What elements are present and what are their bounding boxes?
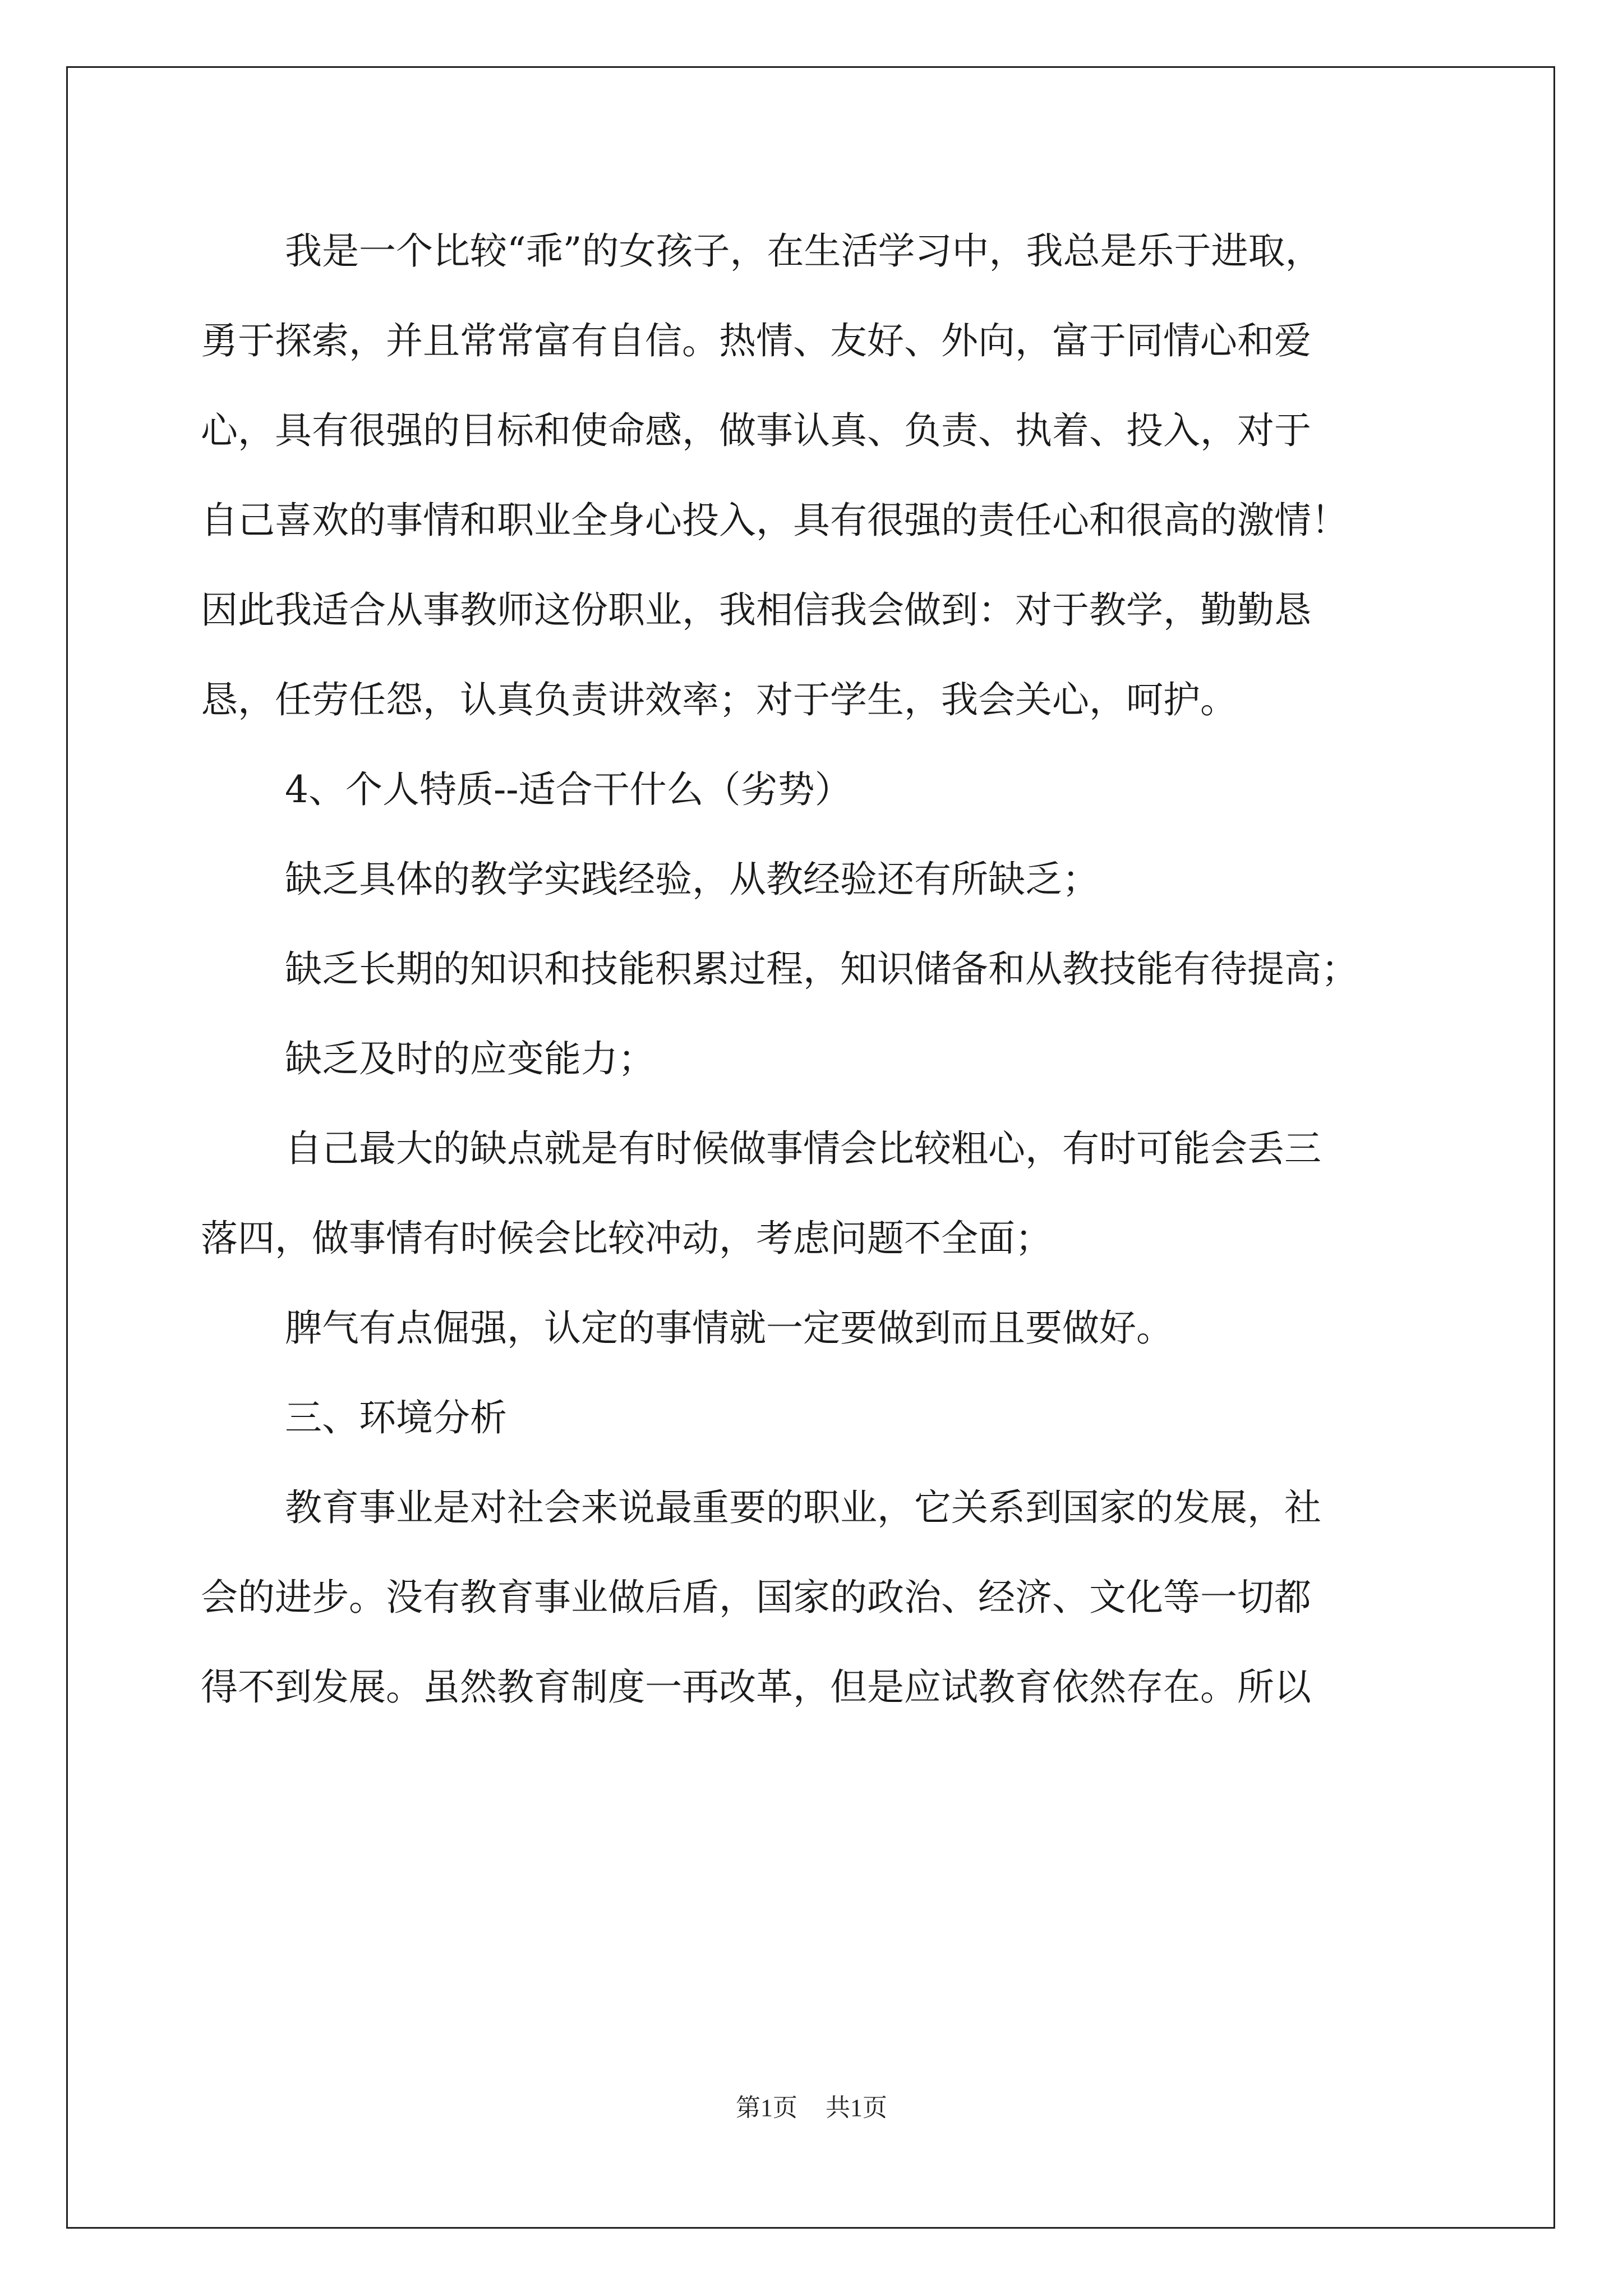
weakness-item-5: 脾气有点倔强，认定的事情就一定要做到而且要做好。 xyxy=(285,1306,1173,1350)
para-1-line-5: 因此我适合从事教师这份职业，我相信我会做到：对于教学，勤勤恳 xyxy=(201,588,1311,632)
section-heading-weakness: 4、个人特质--适合干什么（劣势） xyxy=(285,768,852,811)
weakness-item-3: 缺乏及时的应变能力； xyxy=(285,1037,655,1080)
document-body xyxy=(201,206,1435,1732)
environment-para-line-1: 教育事业是对社会来说最重要的职业，它关系到国家的发展，社 xyxy=(285,1486,1321,1529)
para-1-line-4: 自己喜欢的事情和职业全身心投入，具有很强的责任心和很高的激情！ xyxy=(201,499,1348,542)
para-1-line-6: 恳，任劳任怨，认真负责讲效率；对于学生，我会关心，呵护。 xyxy=(201,678,1237,721)
environment-para-line-2: 会的进步。没有教育事业做后盾，国家的政治、经济、文化等一切都 xyxy=(201,1576,1311,1619)
para-1-line-2: 勇于探索，并且常常富有自信。热情、友好、外向，富于同情心和爱 xyxy=(201,319,1311,362)
environment-para-line-3: 得不到发展。虽然教育制度一再改革，但是应试教育依然存在。所以 xyxy=(201,1665,1311,1709)
weakness-item-4-line-2: 落四，做事情有时候会比较冲动，考虑问题不全面； xyxy=(201,1217,1052,1260)
page-number-total: 共1页 xyxy=(826,2094,887,2122)
weakness-item-1: 缺乏具体的教学实践经验，从教经验还有所缺乏； xyxy=(285,858,1099,901)
weakness-item-2: 缺乏长期的知识和技能积累过程，知识储备和从教技能有待提高； xyxy=(285,947,1358,991)
weakness-item-4-line-1: 自己最大的缺点就是有时候做事情会比较粗心，有时可能会丢三 xyxy=(285,1127,1321,1170)
section-heading-environment: 三、环境分析 xyxy=(285,1396,507,1439)
para-1-line-1: 我是一个比较“乖”的女孩子，在生活学习中，我总是乐于进取， xyxy=(285,229,1322,273)
page-number-current: 第1页 xyxy=(736,2094,797,2122)
page-footer xyxy=(0,2091,1623,2125)
para-1-line-3: 心，具有很强的目标和使命感，做事认真、负责、执着、投入，对于 xyxy=(201,409,1311,452)
